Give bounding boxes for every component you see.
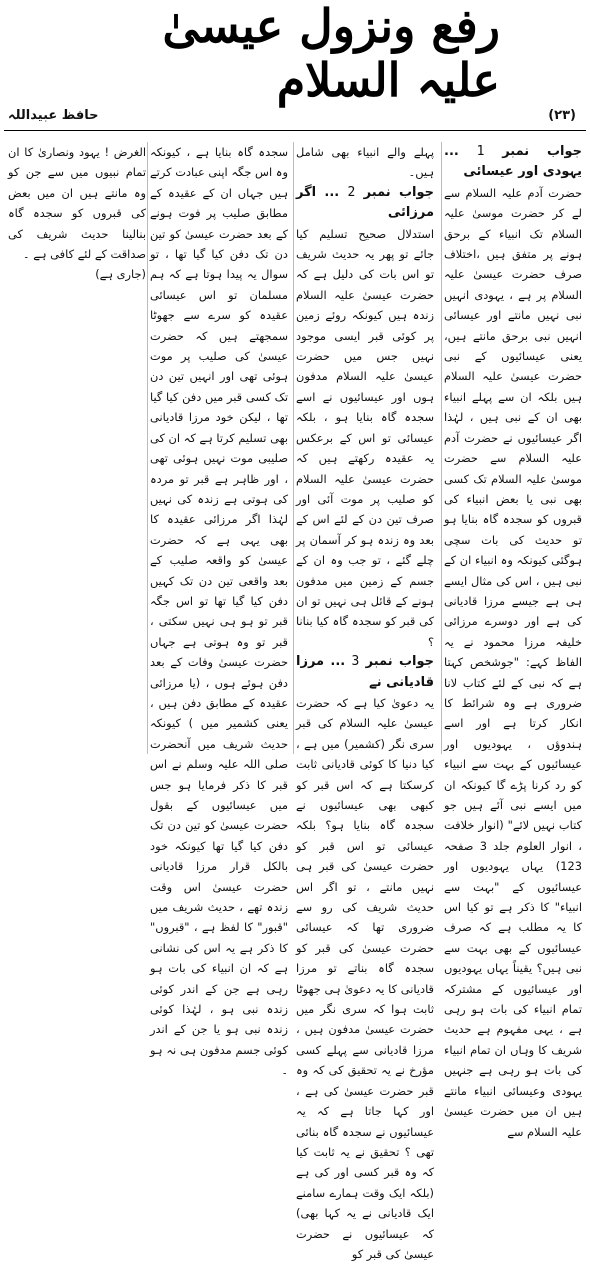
column-1 (444, 142, 582, 1139)
article-title: رفع ونزول عیسیٰ علیہ السلام (162, 0, 500, 107)
answer-2-heading (296, 183, 434, 224)
continued-note: (جاری ہے) (95, 267, 146, 282)
author-name: حافظ عبیداللہ (8, 108, 99, 123)
answer-1-heading (444, 142, 582, 183)
answer-1-heading-rest: ... یہودی اور عیسائی (444, 144, 582, 180)
answer-2-heading-rest: ... اگر مرزائی (296, 184, 434, 221)
header-rule (4, 130, 586, 131)
answer-2-number: 2 (347, 184, 356, 200)
column-3-text: سجدہ گاہ بنایا ہے ، کیونکہ وہ اس جگہ اپنی عبادت کرتے ہیں جہاں ان کے عقیدہ کے مطابق صلیب پر فوت ہونے کے بعد حضرت عیسیٰ کو تین دن تک دفن کیا گیا تھا ، تو سوال یہ پیدا ہوتا ہے کہ ہم مسلمان تو اس عیسائی عقیدہ کو سرے سے جھوٹا سمجھتے ہیں کہ حضرت عیسیٰ کی صلیب پر موت ہوئی تھی اور انہیں تین دن تک کسی قبر میں دفن کیا گیا تھا ، لیکن خود مرزا قادیانی بھی تسلیم کرتا ہے کہ ان کی صلیبی موت نہیں ہوئی تھی ، اور ظاہر ہے قبر تو مردہ کی ہوتی ہے زندہ کی نہیں لہٰذا اگر مرزائی عقیدہ کا بھی یہی ہے کہ حضرت عیسیٰ کو واقعہ صلیب کے بعد واقعی تین دن تک کہیں دفن کیا گیا تھا تو اس جگہ قبر تو ہو ہی نہیں سکتی ، قبر تو وہ ہوتی ہے جہاں حضرت عیسیٰ وفات کے بعد دفن ہوئے ہوں ، (یا مرزائی عقیدہ کے مطابق دفن ہیں ، یعنی کشمیر میں ) کیونکہ حدیث شریف میں آنحضرت صلی اللہ علیہ وسلم نے اس قبر کا ذکر فرمایا ہو جس میں عیسائیوں کے بقول حضرت عیسیٰ کو تین دن تک دفن کیا گیا تھا کیونکہ خود بالکل قرار مرزا قادیانی حضرت عیسیٰ اس وقت زندہ تھے ، حدیث شریف میں "قبور" کا لفظ ہے ، "قبروں" کا ذکر ہے یہ اس کی نشانی ہے کہ ان انبیاء کی بات ہو رہی ہے جن کے اندر کوئی زندہ نبی ہو ، لہٰذا کوئی زندہ نبی ہو یا جن کے اندر کوئی جسم مدفون ہی نہ ہو ۔ (149, 145, 288, 1078)
answer-1-number: 1 (476, 144, 485, 159)
column-4 (8, 142, 146, 754)
answer-2-text: استدلال صحیح تسلیم کیا جائے تو پھر یہ حدیث شریف تو اس بات کی دلیل ہے کہ حضرت عیسیٰ علیہ السلام زندہ ہیں کیونکہ روئے زمین پر کوئی قبر ایسی موجود نہیں جس میں حضرت عیسیٰ علیہ السلام مدفون ہوں اور عیسائیوں نے اسے سجدہ گاہ بنایا ہو ، بلکہ عیسائی تو اس کے برعکس یہ عقیدہ رکھتے ہیں کہ حضرت عیسیٰ علیہ السلام کو صلیب پر موت آئی اور صرف تین دن کے لئے اس کے بعد وہ زندہ ہو کر آسمان پر چلے گئے ، تو جب وہ ان کے جسم کے زمین میں مدفون ہونے کے قائل ہی نہیں تو ان کی قبر کو سجدہ گاہ کیا بنانا ؟ (296, 226, 434, 649)
page-number: (۲۳) (548, 108, 576, 123)
answer-3-text: یہ دعویٰ کیا ہے کہ حضرت عیسیٰ علیہ السلام کی قبر سری نگر (کشمیر) میں ہے ، کیا دنیا کا کوئی قادیانی ثابت کرسکتا ہے کہ اس قبر کو کبھی بھی عیسائیوں نے سجدہ گاہ بنایا ہو؟ بلکہ عیسائی تو اس قبر کو حضرت عیسیٰ کی قبر ہی نہیں مانتے ، تو اگر اس حدیث شریف کی رو سے ضروری تھا کہ عیسائی حضرت عیسیٰ کی قبر کو سجدہ گاہ بناتے تو مرزا قادیانی کا یہ دعویٰ ہی جھوٹا ثابت ہوا کہ سری نگر میں حضرت عیسیٰ مدفون ہیں ، مرزا قادیانی سے پہلے کسی مؤرخ نے یہ تحقیق کی کہ وہ قبر حضرت عیسیٰ کی ہے ، اور کہا جاتا ہے کہ یہ عیسائیوں نے سجدہ گاہ بنائی تھی ؟ تحقیق نے یہ ثابت کیا کہ وہ قبر کسی اور کی ہے (بلکہ ایک وقت ہمارے سامنے ایک قادیانی نے یہ کہا بھی) کہ عیسائیوں نے حضرت عیسیٰ کی قبر کو (296, 695, 434, 1261)
conclusion-text: الغرض ! یہود ونصاریٰ کا ان تمام نبیوں میں سے جن کو وہ مانتے ہیں ان میں بعض کی قبروں کو سجدہ گاہ بنالینا حدیث شریف کی صداقت کے لئے کافی ہے ۔ (8, 145, 146, 262)
column-divider (441, 142, 442, 754)
answer-3-heading (296, 652, 434, 693)
answer-1-text: حضرت آدم علیہ السلام سے لے کر حضرت موسیٰ علیہ السلام تک انبیاء کے برحق ہونے پر متفق ہیں ،اختلاف صرف حضرت عیسیٰ علیہ السلام پر ہے ، یہودی انہیں نبی نہیں مانتے اور عیسائی انہیں نبی برحق مانتے ہیں، یعنی عیسائیوں کے نبی حضرت عیسیٰ علیہ السلام ہیں بلکہ ان سے پہلے انبیاء بھی ان کے نبی ہیں ، لہٰذا اگر عیسائیوں نے حضرت آدم علیہ السلام سے حضرت موسیٰ علیہ السلام تک کسی بھی نبی یا بعض انبیاء کی قبروں کو سجدہ گاہ بنایا ہو تو حدیث کی بات سچی ہوگئی کیونکہ وہ انبیاء ان کے نبی ہیں ، اس کی مثال ایسے ہی ہے جیسے مرزا قادیانی کی ہے اور دوسرے مرزائی خلیفہ مرزا محمود نے یہ الفاظ کہے: "جوشخص کہتا ہے کہ نبی کے لئے کتاب لانا ضروری ہے وہ شرائط کا انکار کرتا ہے اور اسے ہندوؤں ، یہودیوں اور عیسائیوں کے بہت سے انبیاء کو رد کرنا پڑے گا کیونکہ ان میں ایسے نبی آئے ہیں جو کتاب نہیں لائے" (انوار خلافت ، انوار العلوم جلد 3 صفحہ 123) یہاں یہودیوں اور عیسائیوں کے "بہت سے انبیاء" کا ذکر ہے تو کیا اس کا یہ مطلب ہے کہ صرف عیسائیوں کے بھی بہت سے نبی ہیں؟ یقیناً یہاں یہودیوں اور عیسائیوں کے مشترکہ تمام انبیاء کی بات ہو رہی ہے ، یہی مفہوم ہے حدیث شریف کا وہاں ان تمام انبیاء کی بات ہو رہی ہے جنہیں یہودی وعیسائی انبیاء مانتے ہیں ان میں حضرت عیسیٰ علیہ السلام سے (444, 185, 582, 1139)
answer-1-label: جواب نمبر (502, 144, 582, 159)
column-2 (296, 142, 435, 1261)
column-3 (149, 142, 288, 1078)
answer-3-label: جواب نمبر (365, 654, 434, 670)
answer-3-heading-rest: ... مرزا قادیانی نے (296, 654, 434, 690)
column-divider (293, 142, 294, 754)
answer-2-label: جواب نمبر (363, 184, 435, 200)
column-divider (147, 142, 148, 754)
answer-3-number: 3 (351, 654, 360, 670)
column-2-lead-text: پہلے والے انبیاء بھی شامل ہیں۔ (296, 145, 434, 180)
